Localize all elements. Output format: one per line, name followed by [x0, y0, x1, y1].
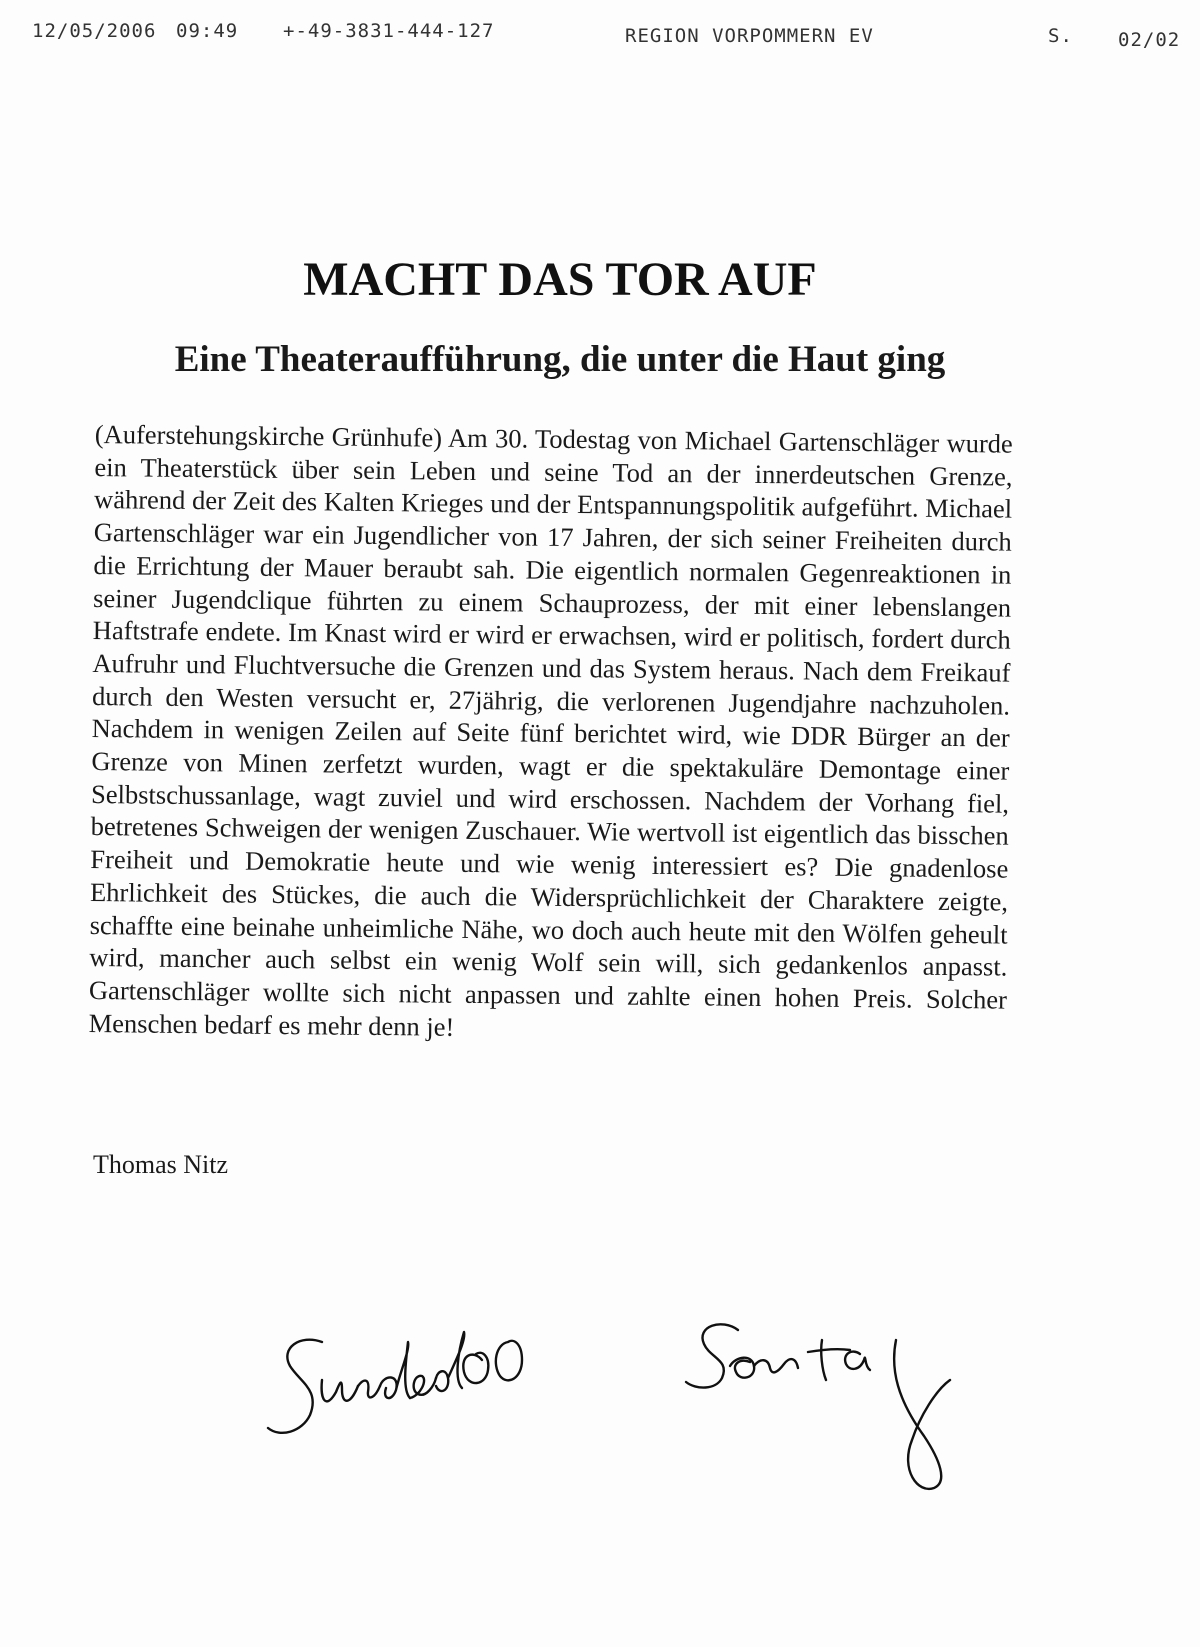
handwritten-signature — [260, 1320, 1010, 1500]
fax-sender: REGION VORPOMMERN EV — [625, 25, 874, 47]
fax-time: 09:49 — [176, 20, 239, 42]
article-author: Thomas Nitz — [93, 1150, 229, 1179]
fax-date: 12/05/2006 — [32, 20, 157, 42]
fax-transmission-header — [0, 20, 1200, 51]
article-title: MACHT DAS TOR AUF — [303, 253, 817, 306]
fax-page-number: 02/02 — [1118, 29, 1181, 51]
fax-page-label: S. — [1048, 25, 1073, 47]
fax-phone-number: +-49-3831-444-127 — [283, 20, 495, 42]
article-body: (Auferstehungskirche Grünhufe) Am 30. Todestag von Michael Gartenschläger wurde ein Theaterstück über sein Leben und seine Tod an der innerdeutschen Grenze, während der Zeit des Kalten Krieges und der Entspannungspolitik aufgeführt. Michael Gartenschläger war ein Jugendlicher von 17 Jahren, der sich seiner Freiheiten durch die Errichtung der Mauer beraubt sah. Die eigentlich normalen Gegenreaktionen in seiner Jugendclique führten zu einem Schauprozess, der mit einer lebenslangen Haftstrafe endete. Im Knast wird er wird er erwachsen, wird er politisch, fordert durch Aufruhr und Fluchtversuche die Grenzen und das System heraus. Nach dem Freikauf durch den Westen versucht er, 27jährig, die verlorenen Jugendjahre nachzuholen. Nachdem in wenigen Zeilen auf Seite fünf berichtet wird, wie DDR Bürger an der Grenze von Minen zerfetzt wurden, wagt er die spektakuläre Demontage einer Selbstschussanlage, wagt zuviel und wird erschossen. Nachdem der Vorhang fiel, betretenes Schweigen der wenigen Zuschauer. Wie wertvoll ist eigentlich das bisschen Freiheit und Demokratie heute und wie wenig interessiert es? Die gnadenlose Ehrlichkeit des Stückes, die auch die Widersprüchlichkeit der Charaktere zeigte, schaffte eine beinahe unheimliche Nähe, wo doch auch heute mit den Wölfen geheult wird, mancher auch selbst ein wenig Wolf sein will, sich gedankenlos anpasst. Gartenschläger wollte sich nicht anpassen und zahlte einen hohen Preis. Solcher Menschen bedarf es mehr denn je! — [88, 418, 1013, 1042]
article-subtitle: Eine Theateraufführung, die unter die Haut ging — [174, 339, 946, 380]
